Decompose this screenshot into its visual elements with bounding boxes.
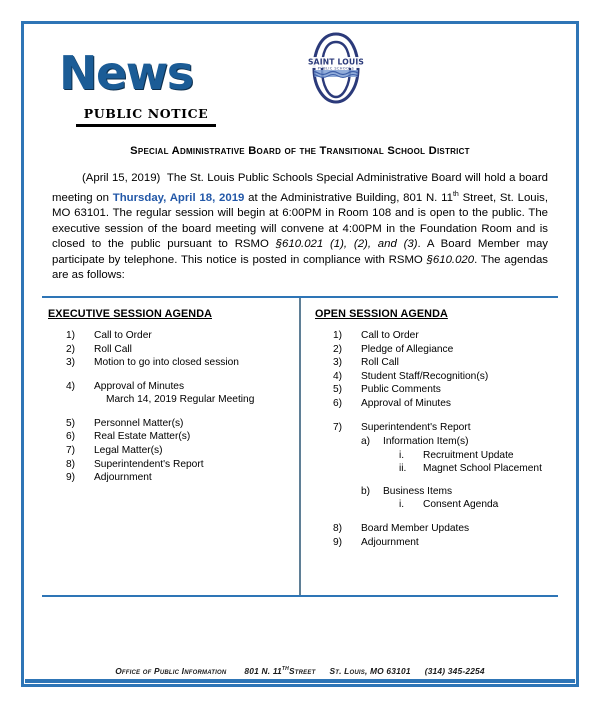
- footer-office: Office of Public Information: [115, 666, 227, 676]
- page-title: Special Administrative Board of the Transitional School District: [130, 145, 470, 157]
- notice-date-prefix: (April 15, 2019): [82, 172, 161, 184]
- masthead: [40, 24, 560, 140]
- open-session-list: [315, 329, 554, 549]
- saint-louis-public-schools-logo-icon: [308, 31, 364, 105]
- list-item: [48, 356, 293, 370]
- subitem-label: Information Item(s): [382, 436, 469, 448]
- statute-reference-2: §610.020: [426, 253, 475, 266]
- item-number: 4): [332, 370, 343, 382]
- agenda-columns: [40, 298, 560, 595]
- item-label: Board Member Updates: [360, 523, 470, 535]
- statute-reference-1: §610.021 (1), (2), and (3): [275, 238, 418, 251]
- executive-session-column: [40, 298, 299, 595]
- item-number: 1): [66, 329, 76, 341]
- item-number: 5): [66, 417, 76, 429]
- footer-address-ordinal: th: [281, 665, 289, 673]
- public-notice-block: [76, 106, 216, 127]
- list-item: [48, 444, 293, 458]
- notice-text-4: . A Board Member may participate by telephone. This notice is posted in compliance with RSMO: [52, 238, 548, 266]
- footer-rule: [25, 679, 575, 683]
- subsubitem-number: ii.: [398, 463, 407, 475]
- list-item: [383, 498, 554, 512]
- notice-text-3: Street, St. Louis, MO 63101. The regular session will begin at 6:00PM in Room 108 and is open to the public. The executive session of the board meeting will convene at 4:00PM in the Foundation Room and is closed to the public pursuant to RSMO: [52, 191, 548, 251]
- item-label: Superintendent's Report: [360, 421, 471, 433]
- item-label: Approval of Minutes: [94, 380, 185, 392]
- item-label: Roll Call: [360, 357, 399, 369]
- footer-address: 801 N. 11: [244, 666, 282, 676]
- list-item: [315, 421, 554, 513]
- item-number: 9): [332, 536, 343, 548]
- item-label: Public Comments: [360, 384, 441, 396]
- item-number: 9): [66, 472, 76, 484]
- item-label: Pledge of Allegiance: [360, 343, 454, 355]
- subitem-number: b): [360, 485, 371, 497]
- list-item: [48, 471, 293, 485]
- subitem-label: Business Items: [382, 485, 453, 497]
- item-number: 1): [332, 329, 343, 341]
- list-item: [361, 485, 554, 512]
- item-label: Call to Order: [360, 329, 419, 341]
- item-number: 6): [66, 431, 76, 443]
- item-label: Roll Call: [94, 343, 132, 355]
- address-ordinal-suffix: th: [452, 190, 459, 198]
- item-number: 7): [332, 421, 343, 433]
- superintendent-report-subitems: [361, 435, 554, 512]
- list-item: [315, 397, 554, 411]
- footer-city: St. Louis, MO 63101: [329, 666, 411, 676]
- item-label: Approval of Minutes: [360, 397, 452, 409]
- item-number: 2): [332, 343, 343, 355]
- item-label: Personnel Matter(s): [94, 417, 184, 429]
- subitem-number: a): [360, 436, 371, 448]
- executive-session-list: [48, 329, 293, 485]
- business-items-list: [383, 498, 554, 512]
- list-item: [48, 458, 293, 472]
- document-frame: [21, 21, 579, 687]
- item-label: Motion to go into closed session: [94, 357, 239, 369]
- item-label: Student Staff/Recognition(s): [360, 370, 489, 382]
- subsubitem-number: i.: [398, 499, 405, 511]
- item-number: 5): [332, 384, 343, 396]
- news-wordmark: News: [59, 46, 193, 100]
- open-session-heading: OPEN SESSION AGENDA: [314, 307, 448, 320]
- footer-address-suffix: Street: [289, 666, 316, 676]
- footer-contact-line: [24, 665, 576, 679]
- public-notice-label: PUBLIC NOTICE: [83, 106, 209, 121]
- agenda-bottom-divider: [42, 595, 558, 597]
- list-item: [315, 370, 554, 384]
- subsubitem-label: Recruitment Update: [422, 449, 514, 461]
- list-item: [48, 380, 293, 407]
- public-notice-underline: [76, 124, 216, 127]
- item-label: Adjournment: [360, 536, 419, 548]
- list-item: [315, 329, 554, 343]
- list-item: [315, 383, 554, 397]
- information-items-list: [383, 449, 554, 476]
- item-number: 4): [66, 380, 76, 392]
- executive-session-heading: EXECUTIVE SESSION AGENDA: [48, 307, 212, 320]
- list-item: [315, 356, 554, 370]
- list-item: [383, 462, 554, 476]
- item-number: 2): [66, 343, 76, 355]
- footer-phone: (314) 345-2254: [424, 666, 485, 676]
- item-number: 8): [332, 523, 343, 535]
- item-label: Superintendent's Report: [94, 458, 204, 470]
- open-session-column: [301, 298, 560, 595]
- subsubitem-label: Consent Agenda: [422, 499, 499, 511]
- item-label: Adjournment: [94, 472, 152, 484]
- item-number: 8): [66, 458, 76, 470]
- item-label: Call to Order: [94, 329, 152, 341]
- list-item: [48, 430, 293, 444]
- item-number: 6): [332, 397, 343, 409]
- item-number: 7): [66, 444, 76, 456]
- list-item: [361, 435, 554, 476]
- notice-body-paragraph: [52, 171, 548, 284]
- document-footer: [24, 665, 576, 684]
- meeting-date-highlight: Thursday, April 18, 2019: [112, 191, 245, 204]
- notice-text-1: The St. Louis Public Schools Special Administrative Board will hold a board meeting on: [52, 172, 548, 204]
- logo-text-top: SAINT LOUIS: [308, 57, 364, 67]
- item-label: Real Estate Matter(s): [94, 431, 191, 443]
- item-number: 3): [66, 357, 76, 369]
- item-note: March 14, 2019 Regular Meeting: [106, 394, 255, 406]
- notice-text-2: at the Administrative Building, 801 N. 11: [244, 191, 453, 204]
- list-item: [315, 522, 554, 536]
- subsubitem-label: Magnet School Placement: [422, 463, 542, 475]
- list-item: [315, 536, 554, 550]
- item-number: 3): [332, 357, 343, 369]
- subsubitem-number: i.: [398, 449, 405, 461]
- item-label: Legal Matter(s): [94, 444, 163, 456]
- list-item: [48, 329, 293, 343]
- list-item: [48, 417, 293, 431]
- logo-text-bottom: PUBLIC SCHOOLS: [317, 66, 355, 71]
- list-item: [383, 449, 554, 463]
- list-item: [315, 343, 554, 357]
- list-item: [48, 343, 293, 357]
- notice-text-5: . The agendas are as follows:: [52, 253, 548, 282]
